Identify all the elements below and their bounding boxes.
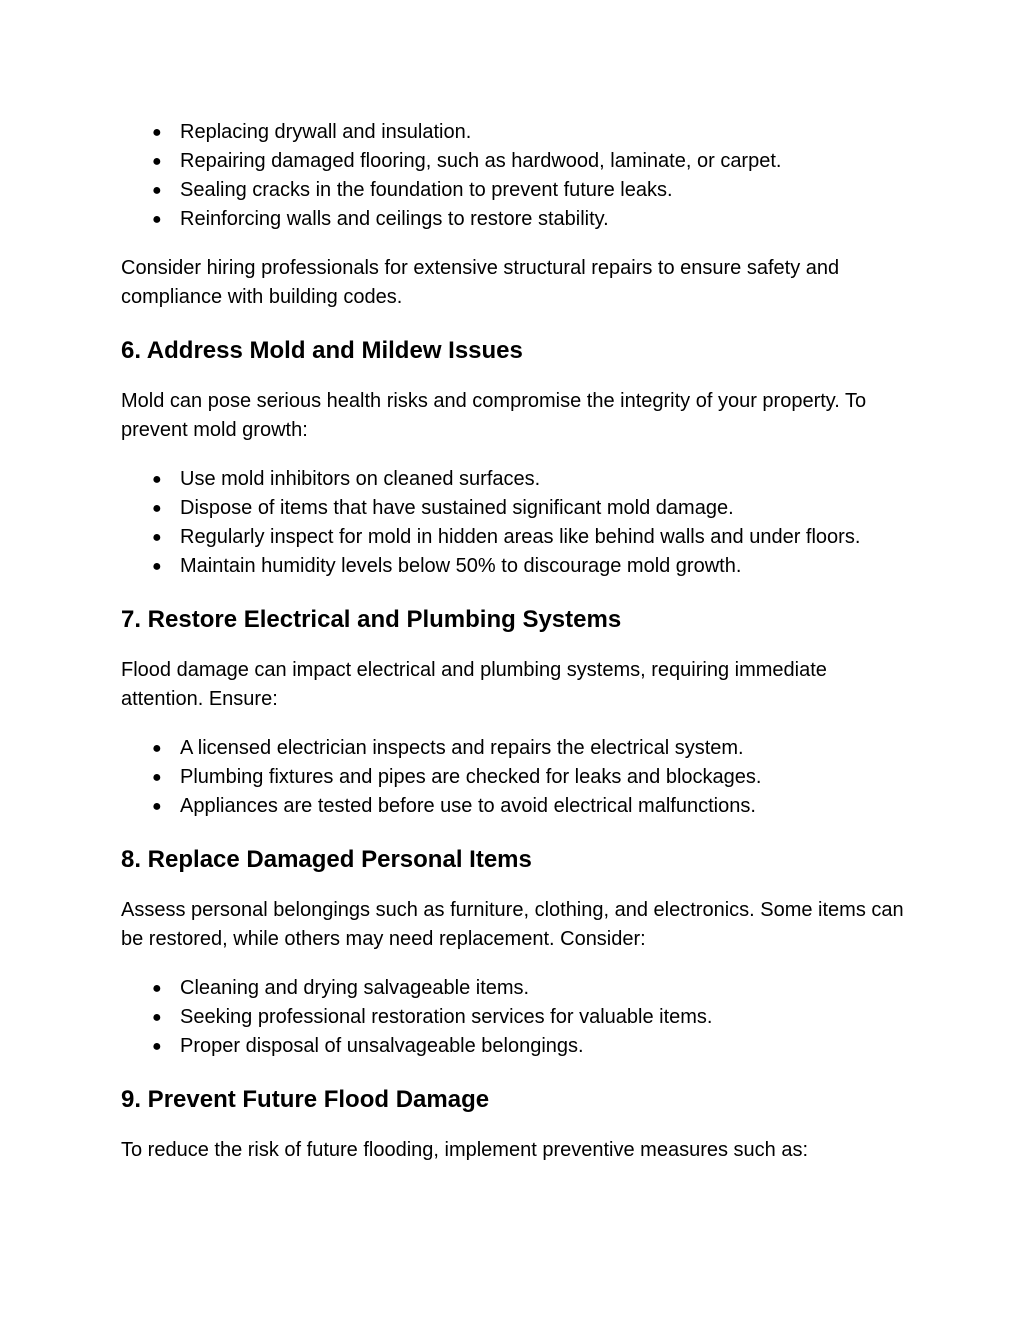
list-item: ● Proper disposal of unsalvageable belongings. [121, 1032, 911, 1061]
bullet-icon: ● [152, 740, 162, 757]
bullet-icon: ● [152, 500, 162, 517]
list-item: ● Repairing damaged flooring, such as hardwood, laminate, or carpet. [121, 147, 911, 176]
list-item: ● Regularly inspect for mold in hidden areas like behind walls and under floors. [121, 523, 911, 552]
section-heading: 9. Prevent Future Flood Damage [121, 1086, 490, 1113]
section-heading: 8. Replace Damaged Personal Items [121, 846, 532, 873]
list-item: ● Appliances are tested before use to avoid electrical malfunctions. [121, 792, 911, 821]
bullet-list [121, 734, 911, 821]
bullet-icon: ● [152, 211, 162, 228]
list-item: ● Plumbing fixtures and pipes are checked for leaks and blockages. [121, 763, 911, 792]
bullet-icon: ● [152, 980, 162, 997]
paragraph: To reduce the risk of future flooding, implement preventive measures such as: [121, 1139, 809, 1161]
paragraph: Consider hiring professionals for extensive structural repairs to ensure safety and compliance with building codes. [121, 257, 840, 308]
bullet-list [121, 974, 911, 1061]
section-heading: 6. Address Mold and Mildew Issues [121, 337, 523, 364]
section-heading: 7. Restore Electrical and Plumbing Systems [121, 606, 622, 633]
bullet-icon: ● [152, 182, 162, 199]
bullet-icon: ● [152, 1009, 162, 1026]
list-item: ● Use mold inhibitors on cleaned surfaces. [121, 465, 911, 494]
bullet-icon: ● [152, 153, 162, 170]
bullet-icon: ● [152, 1038, 162, 1055]
bullet-icon: ● [152, 471, 162, 488]
list-item: ● Dispose of items that have sustained significant mold damage. [121, 494, 911, 523]
list-item: ● Replacing drywall and insulation. [121, 118, 911, 147]
list-item: ● Maintain humidity levels below 50% to discourage mold growth. [121, 552, 911, 581]
document-page [121, 118, 911, 1165]
bullet-list [121, 465, 911, 581]
paragraph: Mold can pose serious health risks and compromise the integrity of your property. To prevent mold growth: [121, 390, 867, 441]
bullet-icon: ● [152, 798, 162, 815]
list-item: ● Reinforcing walls and ceilings to restore stability. [121, 205, 911, 234]
list-item: ● Cleaning and drying salvageable items. [121, 974, 911, 1003]
list-item: ● A licensed electrician inspects and repairs the electrical system. [121, 734, 911, 763]
paragraph: Flood damage can impact electrical and plumbing systems, requiring immediate attention. Ensure: [121, 659, 827, 710]
bullet-icon: ● [152, 529, 162, 546]
bullet-icon: ● [152, 558, 162, 575]
list-item: ● Seeking professional restoration services for valuable items. [121, 1003, 911, 1032]
bullet-icon: ● [152, 124, 162, 141]
list-item: ● Sealing cracks in the foundation to prevent future leaks. [121, 176, 911, 205]
paragraph: Assess personal belongings such as furniture, clothing, and electronics. Some items can be restored, while others may need replacement. Consider: [121, 899, 904, 950]
bullet-list [121, 118, 911, 234]
bullet-icon: ● [152, 769, 162, 786]
